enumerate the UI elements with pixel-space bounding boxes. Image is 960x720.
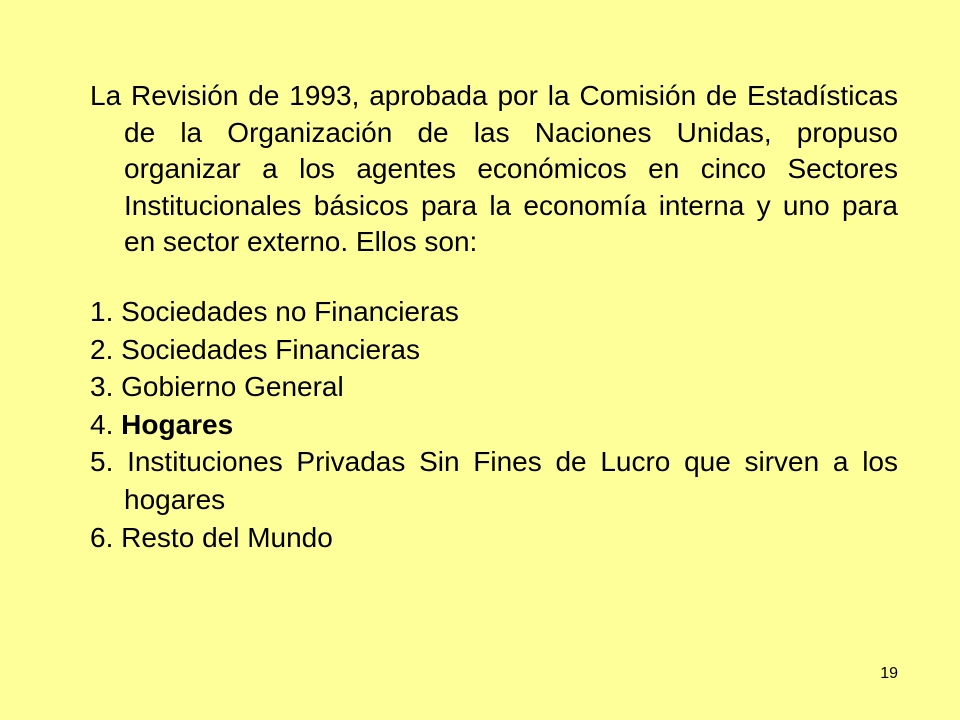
intro-paragraph: La Revisión de 1993, aprobada por la Comisión de Estadísticas de la Organización de las Naciones Unidas, propuso organizar a los agentes económicos en cinco Sectores Institucionales básicos para la economía interna y uno para en sector externo. Ellos son: xyxy=(90,80,898,258)
list-item-sociedades-no-financieras xyxy=(90,293,898,331)
list-label: Resto del Mundo xyxy=(121,521,333,553)
list-number: 1. xyxy=(90,295,114,327)
list-item-instituciones-privadas xyxy=(90,443,898,518)
list-number: 4. xyxy=(90,408,114,440)
list-label: Gobierno General xyxy=(121,371,344,403)
list-item-resto-del-mundo xyxy=(90,519,898,557)
list-label-bold: Hogares xyxy=(121,408,234,440)
list-label: Instituciones Privadas Sin Fines de Lucro que sirven a los hogares xyxy=(124,446,898,515)
page-number: 19 xyxy=(880,665,898,682)
list-item-hogares xyxy=(90,406,898,444)
list-number: 2. xyxy=(90,333,114,365)
list-number: 3. xyxy=(90,371,114,403)
list-number: 5. xyxy=(90,446,114,478)
list-number: 6. xyxy=(90,521,114,553)
list-label: Sociedades no Financieras xyxy=(121,295,459,327)
list-label: Sociedades Financieras xyxy=(121,333,420,365)
slide-content xyxy=(90,78,898,556)
list-item-sociedades-financieras xyxy=(90,331,898,369)
sector-list xyxy=(90,293,898,556)
list-item-gobierno-general xyxy=(90,368,898,406)
